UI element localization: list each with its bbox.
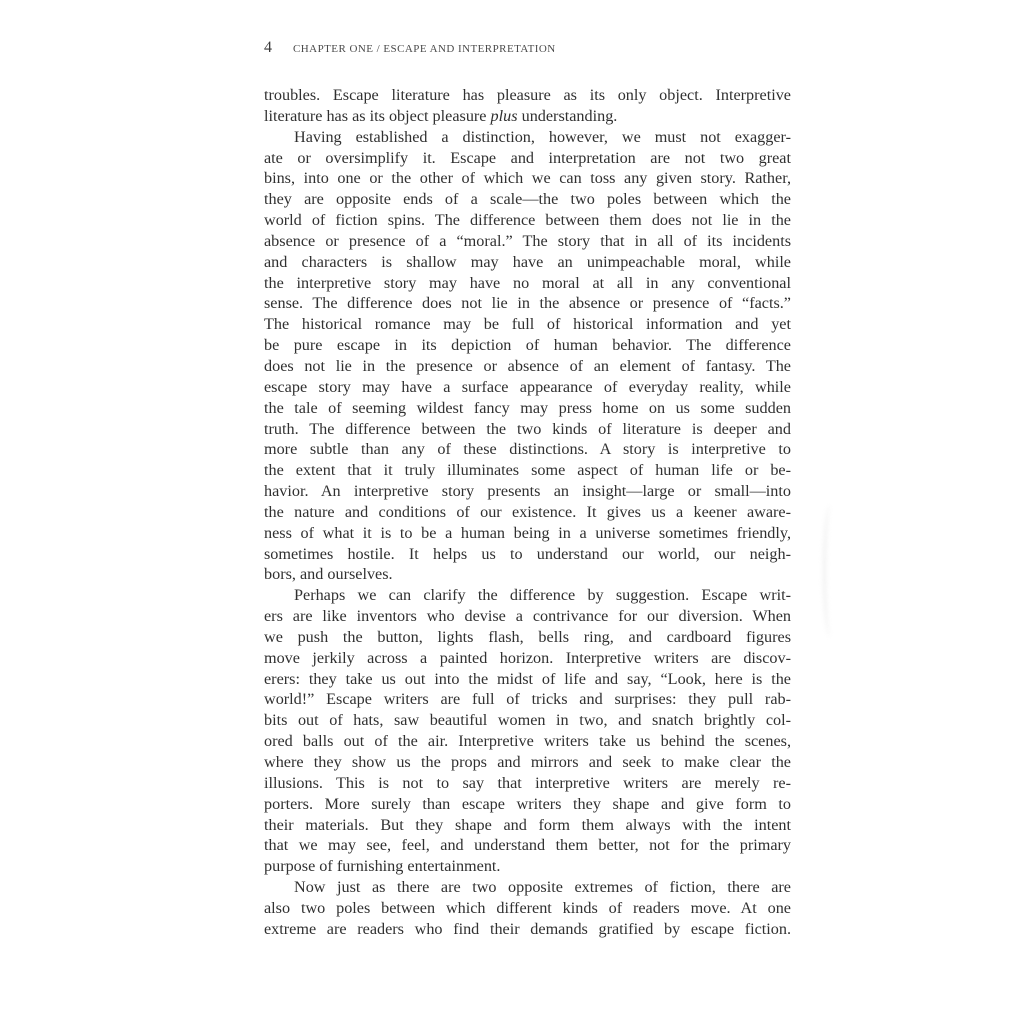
text-line: we push the button, lights flash, bells ring, and cardboard figures: [264, 627, 791, 646]
text-line: world!” Escape writers are full of tricks and surprises: they pull rab-: [264, 690, 791, 709]
text-line: havior. An interpretive story presents an insight—large or small—into: [264, 482, 791, 501]
text-line: move jerkily across a painted horizon. Interpretive writers are discov-: [264, 648, 791, 667]
text-line: where they show us the props and mirrors and seek to make clear the: [264, 753, 791, 771]
text-line: The historical romance may be full of historical information and yet: [264, 315, 791, 334]
text-block: [264, 85, 791, 940]
text-line: bits out of hats, saw beautiful women in two, and snatch brightly col-: [264, 711, 791, 730]
text-line: truth. The difference between the two kinds of literature is deeper and: [264, 419, 791, 438]
text-line: absence or presence of a “moral.” The story that in all of its incidents: [264, 231, 791, 250]
text-line: illusions. This is not to say that interpretive writers are merely re-: [264, 773, 791, 792]
text-line: be pure escape in its depiction of human behavior. The difference: [264, 336, 791, 355]
text-line: their materials. But they shape and form them always with the intent: [264, 815, 791, 834]
text-line: does not lie in the presence or absence of an element of fantasy. The: [264, 356, 791, 375]
running-title: CHAPTER ONE / ESCAPE AND INTERPRETATION: [293, 43, 556, 55]
text-segment: literature has as its object pleasure: [264, 106, 491, 125]
text-line: world of fiction spins. The difference between them does not lie in the: [264, 211, 791, 230]
text-line: they are opposite ends of a scale—the two poles between which the: [264, 190, 791, 209]
text-line: ored balls out of the air. Interpretive writers take us behind the scenes,: [264, 732, 791, 751]
text-line: Now just as there are two opposite extremes of fiction, there are: [294, 878, 791, 897]
text-line: ate or oversimplify it. Escape and interpretation are not two great: [264, 148, 791, 167]
page-header: [264, 39, 556, 57]
text-line: bors, and ourselves.: [264, 565, 393, 584]
text-line: [264, 106, 791, 127]
text-line: ers are like inventors who devise a contrivance for our diversion. When: [264, 607, 791, 626]
text-line: sense. The difference does not lie in the absence or presence of “facts.”: [264, 294, 791, 313]
text-line: also two poles between which different kinds of readers move. At one: [264, 898, 791, 917]
text-line: the nature and conditions of our existence. It gives us a keener aware-: [264, 502, 791, 521]
scan-crease-artifact: [823, 505, 838, 637]
text-line: the interpretive story may have no moral at all in any conventional: [264, 273, 791, 292]
text-line: erers: they take us out into the midst of life and say, “Look, here is the: [264, 669, 791, 688]
italic-text: plus: [490, 106, 518, 125]
text-line: bins, into one or the other of which we can toss any given story. Rather,: [264, 169, 791, 188]
text-line: extreme are readers who find their demands gratified by escape fiction.: [264, 919, 791, 938]
text-line: that we may see, feel, and understand them better, not for the primary: [264, 836, 791, 855]
text-line: sometimes hostile. It helps us to understand our world, our neigh-: [264, 544, 791, 563]
text-line: ness of what it is to be a human being in a universe sometimes friendly,: [264, 523, 791, 542]
text-line: more subtle than any of these distinctions. A story is interpretive to: [264, 440, 791, 459]
text-line: troubles. Escape literature has pleasure as its only object. Interpretive: [264, 86, 791, 104]
page-number: 4: [264, 39, 272, 56]
text-line: Having established a distinction, however, we must not exagger-: [294, 127, 791, 146]
text-line: Perhaps we can clarify the difference by suggestion. Escape writ-: [294, 586, 791, 605]
text-line: purpose of furnishing entertainment.: [264, 857, 501, 876]
text-segment: understanding.: [517, 106, 618, 125]
text-line: porters. More surely than escape writers they shape and give form to: [264, 794, 791, 813]
text-line: the tale of seeming wildest fancy may press home on us some sudden: [264, 398, 791, 417]
text-line: and characters is shallow may have an unimpeachable moral, while: [264, 252, 791, 271]
text-line: the extent that it truly illuminates some aspect of human life or be-: [264, 461, 791, 480]
text-line: escape story may have a surface appearance of everyday reality, while: [264, 377, 791, 396]
